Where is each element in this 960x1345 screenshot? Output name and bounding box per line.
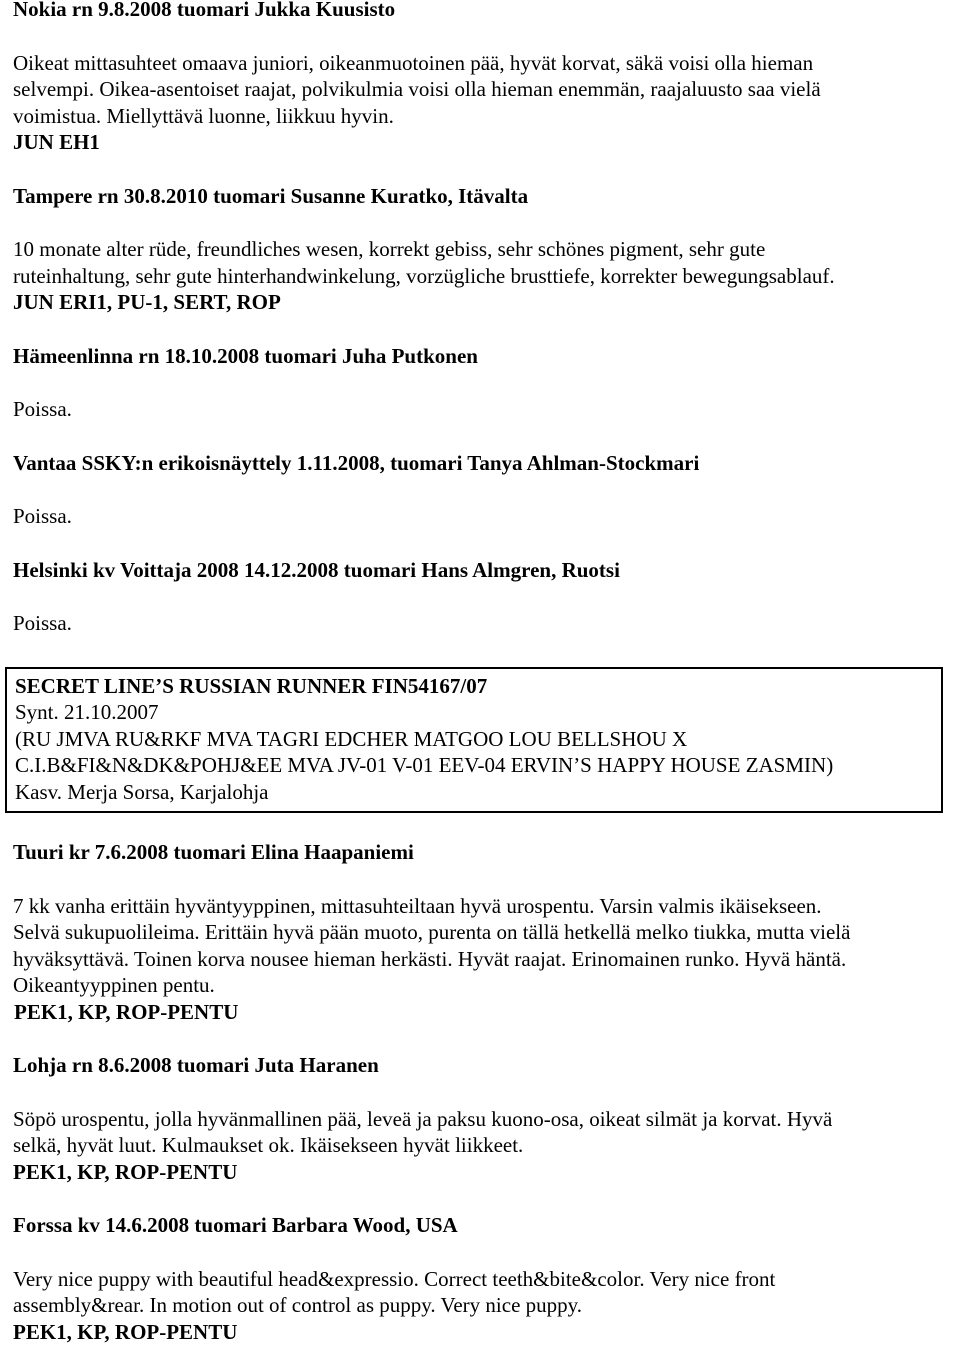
absence-note: Poissa. [13,396,948,423]
parents-line: C.I.B&FI&N&DK&POHJ&EE MVA JV-01 V-01 EEV-04 ERVIN’S HAPPY HOUSE ZASMIN) [15,752,941,779]
critique-line: voimistua. Miellyttävä luonne, liikkuu hyvin. [13,103,948,130]
show-result: PEK1, KP, ROP-PENTU [13,1319,948,1345]
show-entry-vantaa [13,450,948,530]
critique-line: assembly&rear. In motion out of control as puppy. Very nice puppy. [13,1292,948,1319]
show-heading: Forssa kv 14.6.2008 tuomari Barbara Wood, USA [13,1212,948,1239]
show-entry-helsinki [13,557,948,637]
show-result: PEK1, KP, ROP-PENTU [13,1159,948,1186]
critique-line: Very nice puppy with beautiful head&expressio. Correct teeth&bite&color. Very nice front [13,1266,948,1293]
show-entry-lohja [13,1052,948,1185]
dog-info-box [5,667,943,814]
show-heading: Nokia rn 9.8.2008 tuomari Jukka Kuusisto [13,0,948,23]
critique-line: ruteinhaltung, sehr gute hinterhandwinkelung, vorzügliche brusttiefe, korrekter bewegungsablauf. [13,263,948,290]
parents-line: (RU JMVA RU&RKF MVA TAGRI EDCHER MATGOO LOU BELLSHOU X [15,726,941,753]
absence-note: Poissa. [13,610,948,637]
show-heading: Lohja rn 8.6.2008 tuomari Juta Haranen [13,1052,948,1079]
show-result: PEK1, KP, ROP-PENTU [13,999,948,1026]
critique-line: selkä, hyvät luut. Kulmaukset ok. Ikäisekseen hyvät liikkeet. [13,1132,948,1159]
critique-line: selvempi. Oikea-asentoiset raajat, polvikulmia voisi olla hieman enemmän, raajaluusto saa vielä [13,76,948,103]
document-page [13,0,948,1345]
show-heading: Helsinki kv Voittaja 2008 14.12.2008 tuomari Hans Almgren, Ruotsi [13,557,948,584]
show-entry-tampere [13,183,948,316]
show-heading: Tampere rn 30.8.2010 tuomari Susanne Kuratko, Itävalta [13,183,948,210]
show-result: JUN EH1 [13,129,948,156]
show-entry-nokia [13,0,948,156]
show-entry-forssa [13,1212,948,1345]
show-entry-hameenlinna [13,343,948,423]
show-heading: Tuuri kr 7.6.2008 tuomari Elina Haapaniemi [13,839,948,866]
absence-note: Poissa. [13,503,948,530]
critique-line: 10 monate alter rüde, freundliches wesen, korrekt gebiss, sehr schönes pigment, sehr gute [13,236,948,263]
critique-line: Oikeat mittasuhteet omaava juniori, oikeanmuotoinen pää, hyvät korvat, säkä voisi olla hieman [13,50,948,77]
critique-line: Selvä sukupuolileima. Erittäin hyvä pään muoto, purenta on tällä hetkellä melko tiukka, mutta vielä [13,919,948,946]
dog-name: SECRET LINE’S RUSSIAN RUNNER FIN54167/07 [15,673,941,700]
critique-line: Oikeantyyppinen pentu. [13,972,948,999]
show-heading: Vantaa SSKY:n erikoisnäyttely 1.11.2008, tuomari Tanya Ahlman-Stockmari [13,450,948,477]
critique-line: hyväksyttävä. Toinen korva nousee hieman herkästi. Hyvät raajat. Erinomainen runko. Hyvä häntä. [13,946,948,973]
breeder: Kasv. Merja Sorsa, Karjalohja [15,779,941,806]
critique-line: 7 kk vanha erittäin hyväntyyppinen, mittasuhteiltaan hyvä urospentu. Varsin valmis ikäisekseen. [13,893,948,920]
show-entry-tuuri [13,839,948,1025]
birth-date: Synt. 21.10.2007 [15,699,941,726]
show-heading: Hämeenlinna rn 18.10.2008 tuomari Juha Putkonen [13,343,948,370]
show-result: JUN ERI1, PU-1, SERT, ROP [13,289,948,316]
critique-line: Söpö urospentu, jolla hyvänmallinen pää, leveä ja paksu kuono-osa, oikeat silmät ja korvat. Hyvä [13,1106,948,1133]
